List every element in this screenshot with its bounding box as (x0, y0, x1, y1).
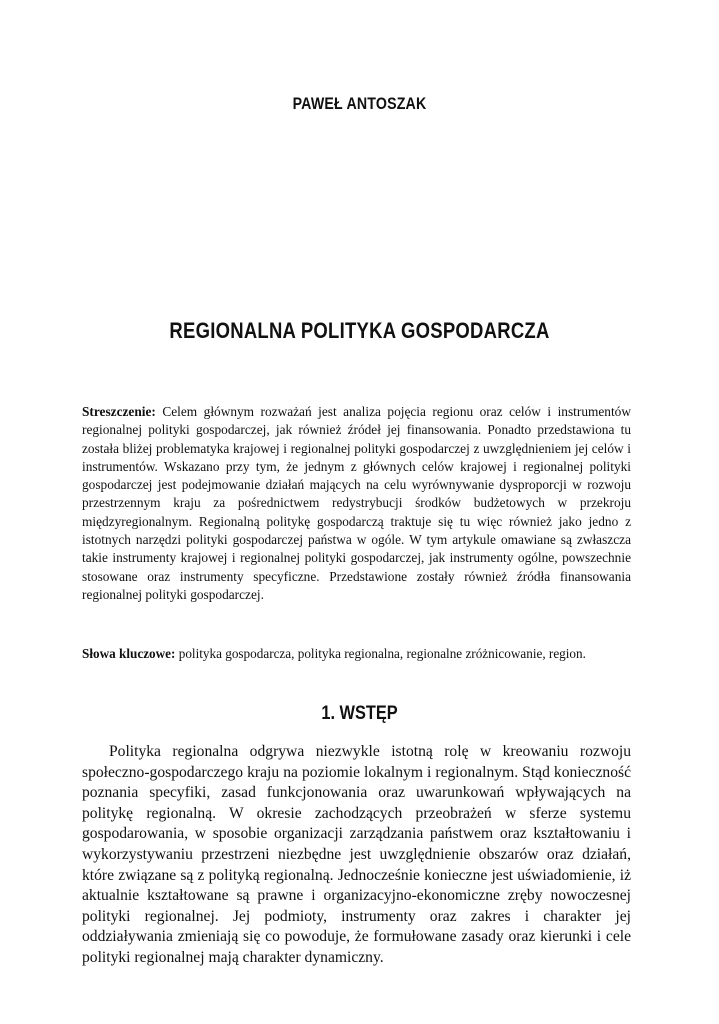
abstract-label: Streszczenie: (82, 404, 156, 419)
keywords (82, 645, 642, 663)
abstract-text: Celem głównym rozważań jest analiza pojęcia regionu oraz celów i instrumentów regionalnej polityki gospodarczej, jak również źródeł jej finansowania. Ponadto przedstawiona tu została bliżej problematyka krajowej i regionalnej polityki gospodarczej z uwzględnieniem jej celów i instrumentów. Wskazano przy tym, że jednym z głównych celów krajowej i regionalnej polityki gospodarczej jest podejmowanie działań mających na celu wyrównywanie dysproporcji w rozwoju przestrzennym kraju za pośrednictwem redystrybucji środków budżetowych w przekroju międzyregionalnym. Regionalną politykę gospodarczą traktuje się tu więc również jako jedno z istotnych narzędzi polityki gospodarczej państwa w ogóle. W tym artykule omawiane są zwłaszcza takie instrumenty krajowej i regionalnej polityki gospodarczej, jak instrumenty ogólne, powszechnie stosowane oraz instrumenty specyficzne. Przedstawione zostały również źródła finansowania regionalnej polityki gospodarczej. (82, 404, 631, 602)
body-paragraph: Polityka regionalna odgrywa niezwykle istotną rolę w kreowaniu rozwoju społeczno-gospodarczego kraju na poziomie lokalnym i regionalnym. Stąd konieczność poznania specyfiki, zasad funkcjonowania oraz uwarunkowań wpływających na politykę regionalną. W okresie zachodzących przeobrażeń w sferze systemu gospodarowania, w sposobie organizacji zarządzania państwem oraz kształtowaniu i wykorzystywaniu przestrzeni niezbędne jest uwzględnienie obszarów oraz działań, które związane są z polityką regionalną. Jednocześnie konieczne jest uświadomienie, iż aktualnie kształtowane są prawne i organizacyjno-ekonomiczne zręby nowoczesnej polityki regionalnej. Jej podmioty, instrumenty oraz zakres i charakter jej oddziaływania zmieniają się co powoduje, że formułowane zasady oraz kierunki i cele polityki regionalnej mają charakter dynamiczny. (82, 743, 631, 966)
article-title: REGIONALNA POLITYKA GOSPODARCZA (169, 318, 550, 343)
keywords-text: polityka gospodarcza, polityka regionalna, regionalne zróżnicowanie, region. (178, 646, 586, 661)
section-heading: 1. WSTĘP (321, 703, 398, 724)
abstract (82, 403, 631, 604)
keywords-label: Słowa kluczowe: (82, 646, 176, 661)
author-name: PAWEŁ ANTOSZAK (292, 95, 427, 113)
